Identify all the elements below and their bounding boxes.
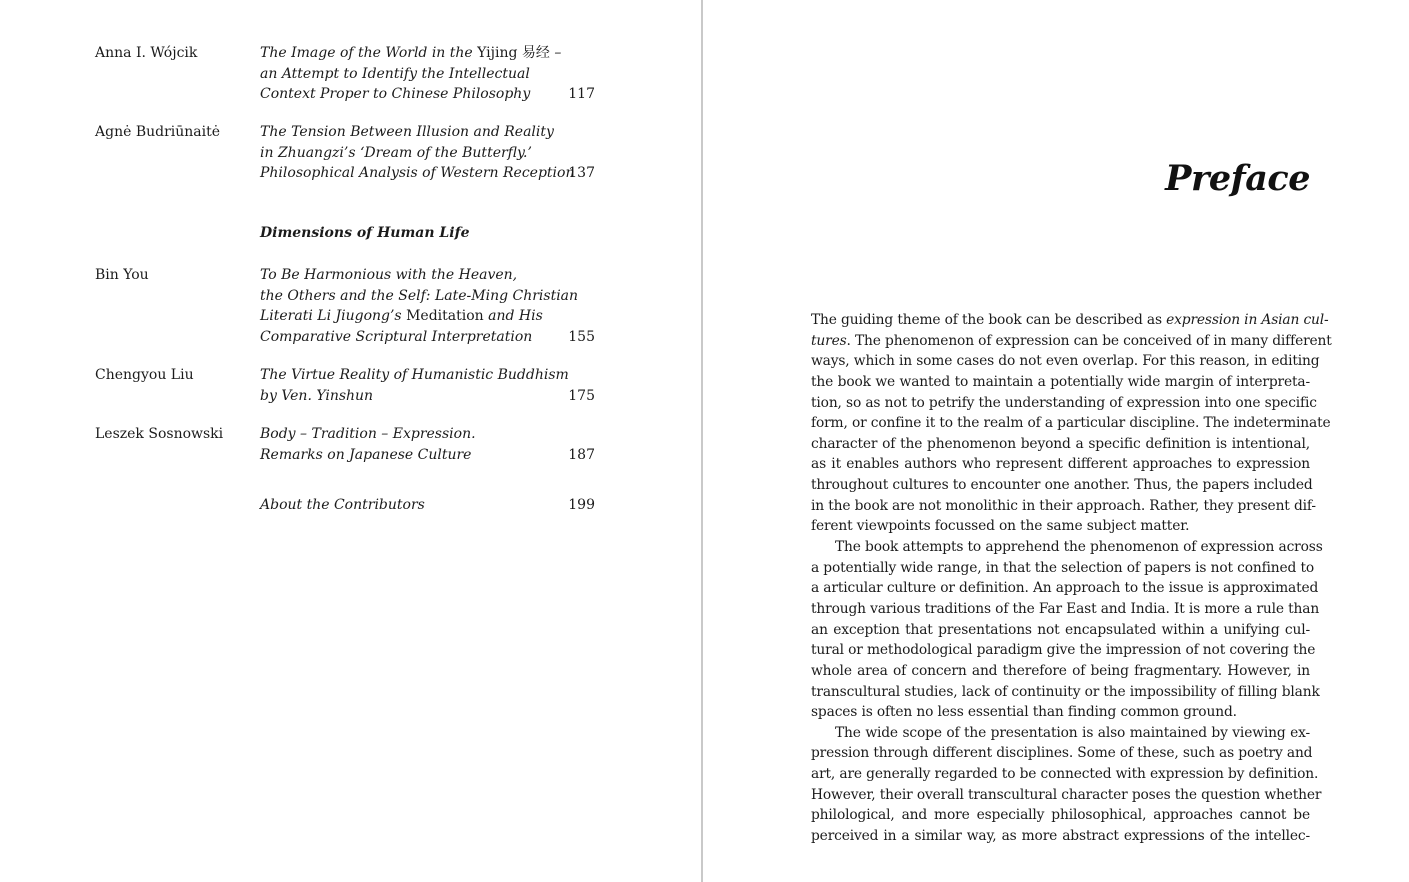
text-line: perceived in a similar way, as more abstract expressions of the intellec-	[811, 828, 1310, 845]
toc-title	[260, 265, 579, 347]
text-line: a articular culture or definition. An approach to the issue is approximated	[811, 580, 1319, 597]
toc-title-line: Context Proper to Chinese Philosophy	[260, 86, 531, 103]
text-line: ferent viewpoints focussed on the same subject matter.	[811, 518, 1190, 535]
toc-title-line: in Zhuangzi’s ‘Dream of the Butterfly.’	[260, 144, 532, 161]
toc-author: Anna I. Wójcik	[95, 45, 198, 61]
text-line: whole area of concern and therefore of being fragmentary. However, in	[811, 662, 1310, 679]
text-line: The wide scope of the presentation is also maintained by viewing ex-	[835, 724, 1310, 741]
toc-title-line: The Image of the World in the Yijing 易经 –	[260, 45, 562, 61]
toc-title-line: The Tension Between Illusion and Reality	[260, 124, 554, 140]
toc-title-line: an Attempt to Identify the Intellectual	[260, 65, 530, 82]
toc-title-line: Body – Tradition – Expression.	[260, 426, 476, 442]
text-line: through various traditions of the Far East and India. It is more a rule than	[811, 600, 1320, 617]
text-line: as it enables authors who represent different approaches to expression	[811, 456, 1310, 473]
text-line: The guiding theme of the book can be described as expression in Asian cul-	[811, 312, 1329, 328]
text-line: philological, and more especially philosophical, approaches cannot be	[811, 807, 1310, 824]
page-title: Preface	[1165, 158, 1310, 199]
text-line: tion, so as not to petrify the understanding of expression into one specific	[811, 394, 1317, 411]
section-heading: Dimensions of Human Life	[260, 225, 470, 241]
text-line: form, or confine it to the realm of a particular discipline. The indeterminate	[811, 415, 1331, 432]
toc-page-number: 187	[568, 446, 595, 463]
toc-title-line: Literati Li Jiugong’s Meditation and His	[260, 308, 543, 325]
text-line: the book we wanted to maintain a potentially wide margin of interpreta-	[811, 373, 1310, 390]
toc-title	[260, 43, 560, 105]
toc-title-line: To Be Harmonious with the Heaven,	[260, 267, 518, 283]
preface-body	[811, 310, 1332, 847]
toc-page-number: 175	[568, 387, 595, 404]
toc-title-line: About the Contributors	[260, 497, 425, 513]
toc-author: Agnė Budriūnaitė	[95, 124, 221, 140]
text-line: throughout cultures to encounter one another. Thus, the papers included	[811, 477, 1313, 494]
text-line: in the book are not monolithic in their approach. Rather, they present dif-	[811, 497, 1316, 514]
toc-title	[260, 424, 560, 465]
toc-title-line: by Ven. Yinshun	[260, 387, 374, 404]
text-line: However, their overall transcultural character poses the question whether	[811, 786, 1322, 803]
toc-page-number: 199	[568, 497, 595, 513]
toc-title	[260, 495, 560, 516]
text-line: art, are generally regarded to be connected with expression by definition.	[811, 766, 1319, 783]
toc-title-line: Remarks on Japanese Culture	[260, 446, 472, 463]
toc-page-number: 155	[568, 328, 595, 345]
toc-title	[260, 365, 569, 406]
text-line: transcultural studies, lack of continuity or the impossibility of filling blank	[811, 683, 1320, 700]
text-line: spaces is often no less essential than finding common ground.	[811, 704, 1237, 721]
toc-author: Leszek Sosnowski	[95, 426, 224, 442]
toc-page-number: 137	[568, 165, 595, 182]
toc-title-line: the Others and the Self: Late-Ming Christian	[260, 287, 579, 304]
toc-title-line: Comparative Scriptural Interpretation	[260, 328, 533, 345]
text-line: ways, which in some cases do not even overlap. For this reason, in editing	[811, 353, 1320, 370]
toc-author: Bin You	[95, 267, 149, 283]
toc-author: Chengyou Liu	[95, 367, 194, 383]
text-line: an exception that presentations not encapsulated within a unifying cul-	[811, 621, 1310, 638]
toc-title	[260, 122, 575, 184]
toc-title-line: The Virtue Reality of Humanistic Buddhism	[260, 367, 569, 383]
text-line: pression through different disciplines. Some of these, such as poetry and	[811, 745, 1313, 762]
toc-page-number: 117	[568, 86, 595, 103]
text-line: tures. The phenomenon of expression can be conceived of in many different	[811, 332, 1332, 349]
text-line: tural or methodological paradigm give the impression of not covering the	[811, 642, 1316, 659]
text-line: The book attempts to apprehend the phenomenon of expression across	[835, 539, 1323, 556]
toc-title-line: Philosophical Analysis of Western Reception	[260, 165, 575, 182]
text-line: character of the phenomenon beyond a specific definition is intentional,	[811, 435, 1310, 452]
text-line: a potentially wide range, in that the selection of papers is not confined to	[811, 559, 1315, 576]
